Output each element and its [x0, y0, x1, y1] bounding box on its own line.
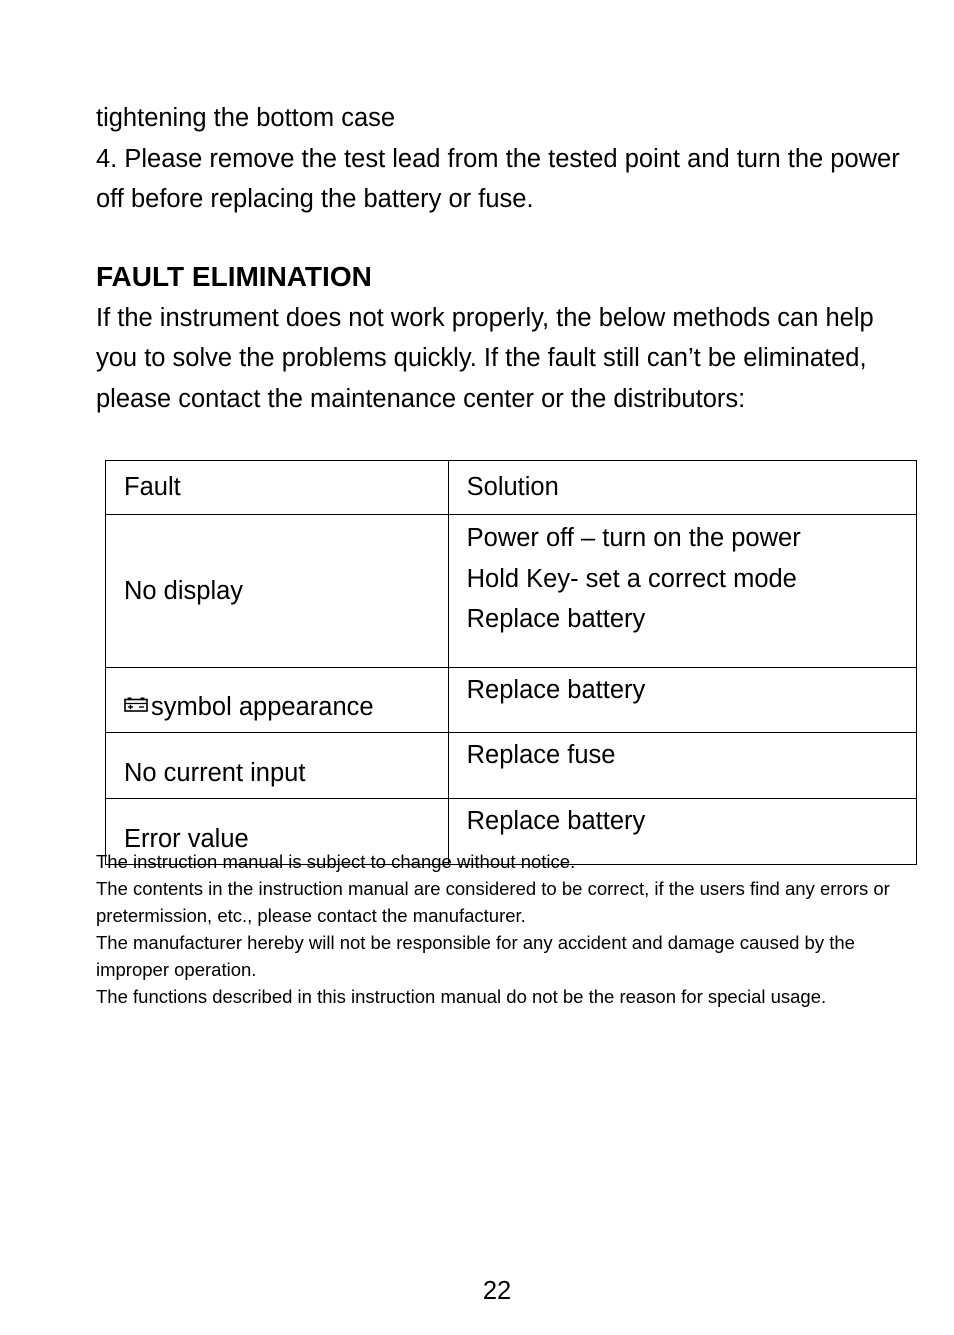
fault-cell — [106, 668, 449, 733]
header-solution: Solution — [448, 461, 916, 515]
section-intro: If the instrument does not work properly, the below methods can help you to solve the problems quickly. If the fault still can’t be eliminated, please contact the maintenance center or the distributors: — [96, 303, 874, 413]
continued-text: tightening the bottom case — [96, 104, 396, 132]
section-heading: FAULT ELIMINATION — [96, 260, 372, 292]
table-row — [106, 515, 917, 668]
page-content — [96, 98, 918, 419]
solution-line: Hold Key- set a correct mode — [466, 564, 797, 593]
fault-table — [105, 460, 917, 865]
header-fault: Fault — [106, 461, 449, 515]
instruction-item-4: 4. Please remove the test lead from the tested point and turn the power off before replacing the battery or fuse. — [96, 144, 900, 213]
note-line: The instruction manual is subject to change without notice. — [96, 851, 576, 872]
page-number: 22 — [482, 1277, 512, 1305]
solution-cell: Replace fuse — [448, 733, 916, 799]
solution-cell — [448, 515, 916, 668]
disclaimer-notes — [96, 848, 906, 1010]
solution-cell: Replace battery — [448, 668, 916, 733]
fault-text: symbol appearance — [151, 692, 374, 721]
table-row — [106, 733, 917, 799]
solution-line: Power off – turn on the power — [466, 524, 801, 552]
fault-cell: No current input — [106, 733, 449, 799]
solution-cell: Replace battery — [448, 799, 916, 865]
battery-icon — [124, 697, 148, 712]
table-row — [106, 668, 917, 733]
note-line: The functions described in this instruction manual do not be the reason for special usage. — [96, 986, 827, 1007]
note-line: The manufacturer hereby will not be responsible for any accident and damage caused by the improper operation. — [96, 932, 855, 980]
solution-line: Replace battery — [466, 605, 646, 633]
fault-cell: Error value — [106, 799, 449, 865]
note-line: The contents in the instruction manual are considered to be correct, if the users find any errors or pretermission, etc., please contact the manufacturer. — [96, 878, 890, 926]
fault-cell: No display — [106, 515, 449, 668]
table-header-row — [106, 461, 917, 515]
